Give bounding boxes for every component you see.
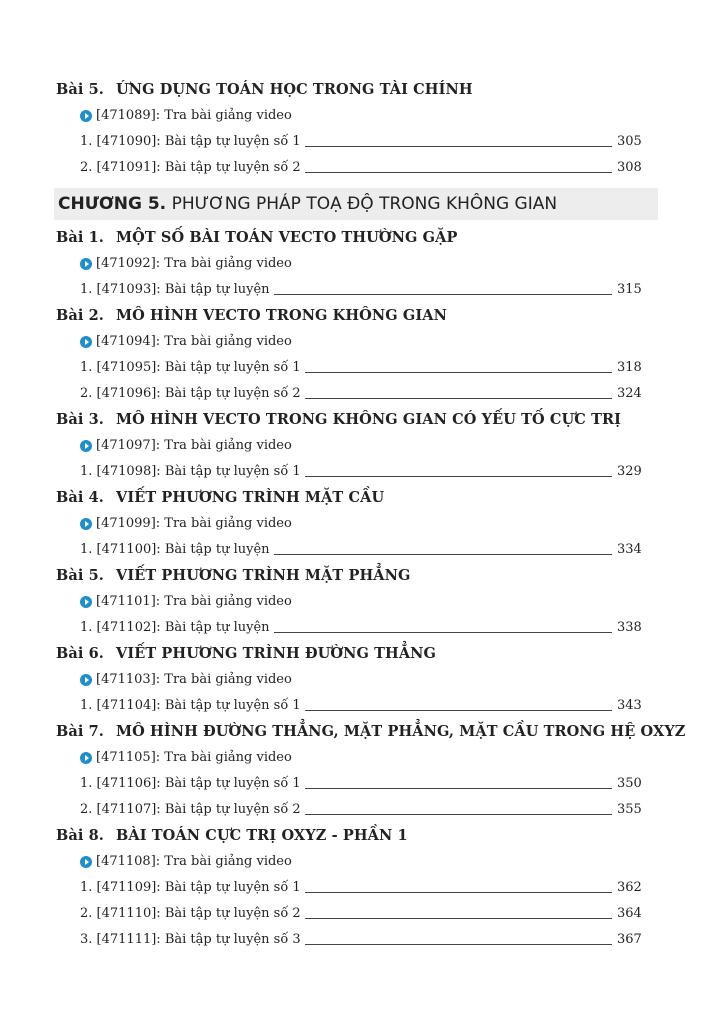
- play-video-icon[interactable]: [80, 110, 92, 122]
- video-link-label[interactable]: [471097]: Tra bài giảng video: [96, 438, 292, 453]
- play-video-icon[interactable]: [80, 440, 92, 452]
- exercise-title[interactable]: 1. [471109]: Bài tập tự luyện số 1: [80, 878, 305, 898]
- lesson-block: [0, 80, 724, 178]
- exercise-entry[interactable]: [0, 158, 724, 178]
- page-number: 305: [617, 134, 642, 149]
- lesson-heading: [0, 306, 724, 326]
- page-number: 355: [617, 802, 642, 817]
- exercise-title[interactable]: 2. [471107]: Bài tập tự luyện số 2: [80, 800, 305, 820]
- exercise-title[interactable]: 1. [471093]: Bài tập tự luyện: [80, 280, 274, 300]
- lesson-number: Bài 8.: [56, 827, 104, 844]
- lesson-block: [0, 488, 724, 560]
- lesson-heading: [0, 826, 724, 846]
- video-link-label[interactable]: [471103]: Tra bài giảng video: [96, 672, 292, 687]
- video-link[interactable]: [0, 106, 724, 126]
- exercise-entry[interactable]: [0, 132, 724, 152]
- lesson-title: MÔ HÌNH VECTO TRONG KHÔNG GIAN CÓ YẾU TỐ CỰC TRỊ: [116, 411, 621, 428]
- exercise-entry[interactable]: [0, 774, 724, 794]
- video-link-label[interactable]: [471089]: Tra bài giảng video: [96, 108, 292, 123]
- page-number: 338: [617, 620, 642, 635]
- lesson-number: Bài 5.: [56, 81, 104, 98]
- exercise-title[interactable]: 2. [471096]: Bài tập tự luyện số 2: [80, 384, 305, 404]
- exercise-entry[interactable]: [0, 904, 724, 924]
- lesson-heading: [0, 566, 724, 586]
- page-number: 318: [617, 360, 642, 375]
- exercise-title[interactable]: 2. [471091]: Bài tập tự luyện số 2: [80, 158, 305, 178]
- exercise-entry[interactable]: [0, 930, 724, 950]
- exercise-entry[interactable]: [0, 696, 724, 716]
- exercise-entry[interactable]: [0, 878, 724, 898]
- exercise-title[interactable]: 1. [471095]: Bài tập tự luyện số 1: [80, 358, 305, 378]
- exercise-title[interactable]: 3. [471111]: Bài tập tự luyện số 3: [80, 930, 305, 950]
- play-video-icon[interactable]: [80, 258, 92, 270]
- exercise-entry[interactable]: [0, 384, 724, 404]
- page-number: 362: [617, 880, 642, 895]
- video-link[interactable]: [0, 436, 724, 456]
- video-link[interactable]: [0, 514, 724, 534]
- video-link-label[interactable]: [471099]: Tra bài giảng video: [96, 516, 292, 531]
- page-number: 343: [617, 698, 642, 713]
- exercise-entry[interactable]: [0, 358, 724, 378]
- play-video-icon[interactable]: [80, 596, 92, 608]
- video-link[interactable]: [0, 332, 724, 352]
- video-link[interactable]: [0, 852, 724, 872]
- lesson-block: [0, 306, 724, 404]
- lesson-block: [0, 722, 724, 820]
- exercise-title[interactable]: 2. [471110]: Bài tập tự luyện số 2: [80, 904, 305, 924]
- video-link[interactable]: [0, 670, 724, 690]
- video-link-label[interactable]: [471094]: Tra bài giảng video: [96, 334, 292, 349]
- page-number: 329: [617, 464, 642, 479]
- page-number: 350: [617, 776, 642, 791]
- lesson-title: ỨNG DỤNG TOÁN HỌC TRONG TÀI CHÍNH: [116, 81, 473, 98]
- page-number: 367: [617, 932, 642, 947]
- exercise-title[interactable]: 1. [471106]: Bài tập tự luyện số 1: [80, 774, 305, 794]
- lesson-title: VIẾT PHƯƠNG TRÌNH MẶT PHẲNG: [116, 567, 411, 584]
- page-number: 364: [617, 906, 642, 921]
- lesson-heading: [0, 644, 724, 664]
- video-link-label[interactable]: [471101]: Tra bài giảng video: [96, 594, 292, 609]
- lesson-block: [0, 228, 724, 300]
- lesson-title: MÔ HÌNH ĐƯỜNG THẲNG, MẶT PHẲNG, MẶT CẦU TRONG HỆ OXYZ: [116, 723, 686, 740]
- video-link[interactable]: [0, 748, 724, 768]
- chapter-heading: [0, 188, 724, 220]
- chapter-lessons: [0, 228, 724, 950]
- lesson-title: MÔ HÌNH VECTO TRONG KHÔNG GIAN: [116, 307, 447, 324]
- exercise-title[interactable]: 1. [471102]: Bài tập tự luyện: [80, 618, 274, 638]
- lesson-heading: [0, 80, 724, 100]
- exercise-entry[interactable]: [0, 618, 724, 638]
- lesson-heading: [0, 228, 724, 248]
- exercise-entry[interactable]: [0, 800, 724, 820]
- exercise-title[interactable]: 1. [471104]: Bài tập tự luyện số 1: [80, 696, 305, 716]
- lesson-number: Bài 2.: [56, 307, 104, 324]
- page-number: 308: [617, 160, 642, 175]
- play-video-icon[interactable]: [80, 336, 92, 348]
- lesson-title: MỘT SỐ BÀI TOÁN VECTO THƯỜNG GẶP: [116, 229, 458, 246]
- lesson-block: [0, 566, 724, 638]
- lesson-number: Bài 4.: [56, 489, 104, 506]
- lesson-title: VIẾT PHƯƠNG TRÌNH MẶT CẦU: [116, 489, 385, 506]
- exercise-title[interactable]: 1. [471090]: Bài tập tự luyện số 1: [80, 132, 305, 152]
- lesson-number: Bài 7.: [56, 723, 104, 740]
- page-number: 334: [617, 542, 642, 557]
- chapter-title: PHƯƠNG PHÁP TOẠ ĐỘ TRONG KHÔNG GIAN: [171, 194, 558, 214]
- lesson-block: [0, 826, 724, 950]
- toc-page: [0, 80, 724, 956]
- play-video-icon[interactable]: [80, 752, 92, 764]
- play-video-icon[interactable]: [80, 856, 92, 868]
- exercise-entry[interactable]: [0, 280, 724, 300]
- lesson-number: Bài 3.: [56, 411, 104, 428]
- video-link-label[interactable]: [471108]: Tra bài giảng video: [96, 854, 292, 869]
- exercise-title[interactable]: 1. [471098]: Bài tập tự luyện số 1: [80, 462, 305, 482]
- video-link-label[interactable]: [471105]: Tra bài giảng video: [96, 750, 292, 765]
- lesson-block: [0, 410, 724, 482]
- exercise-title[interactable]: 1. [471100]: Bài tập tự luyện: [80, 540, 274, 560]
- lesson-block: [0, 644, 724, 716]
- lesson-title: BÀI TOÁN CỰC TRỊ OXYZ - PHẦN 1: [116, 827, 408, 844]
- play-video-icon[interactable]: [80, 674, 92, 686]
- exercise-entry[interactable]: [0, 462, 724, 482]
- lesson-heading: [0, 488, 724, 508]
- video-link[interactable]: [0, 592, 724, 612]
- video-link[interactable]: [0, 254, 724, 274]
- lesson-heading: [0, 722, 724, 742]
- lesson-number: Bài 1.: [56, 229, 104, 246]
- lesson-number: Bài 5.: [56, 567, 104, 584]
- video-link-label[interactable]: [471092]: Tra bài giảng video: [96, 256, 292, 271]
- lesson-number: Bài 6.: [56, 645, 104, 662]
- lesson-heading: [0, 410, 724, 430]
- chapter-label: CHƯƠNG 5.: [58, 194, 167, 214]
- lesson-title: VIẾT PHƯƠNG TRÌNH ĐƯỜNG THẲNG: [116, 645, 437, 662]
- play-video-icon[interactable]: [80, 518, 92, 530]
- page-number: 324: [617, 386, 642, 401]
- exercise-entry[interactable]: [0, 540, 724, 560]
- page-number: 315: [617, 282, 642, 297]
